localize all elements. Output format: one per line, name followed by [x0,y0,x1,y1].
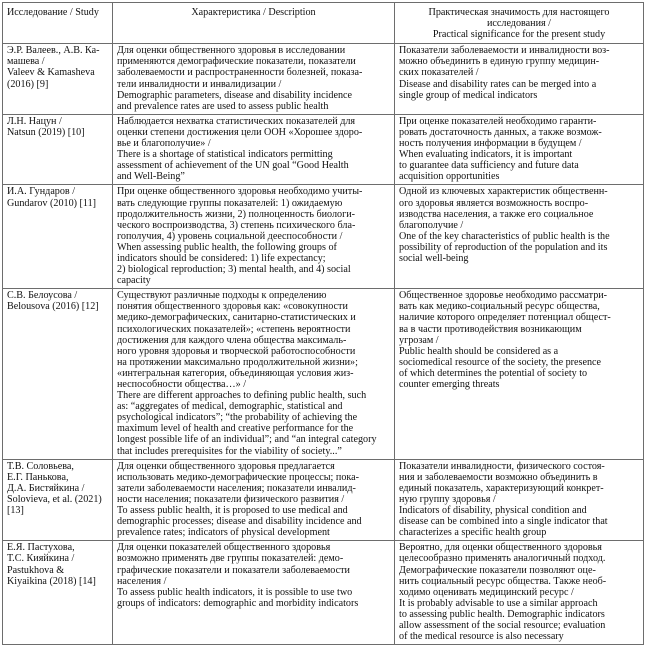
significance-cell: Одной из ключевых характеристик общественн- ого здоровья является возможность воспро- изводства населения, а также его социальное благополучие / One of the key characteristics of public health is the possibility of reproduction of the population and its social well-being [395,185,644,289]
significance-cell: Показатели инвалидности, физического состоя- ния и заболеваемости возможно объединить в единый показатель, характеризующий конкрет- ную группу здоровья / Indicators of disability, physical condition and disease can be combined into a single indicator that characterizes a specific health group [395,459,644,541]
description-cell: Для оценки общественного здоровья в исследовании применяются демографические показатели, показатели заболеваемости и распространенности болезней, показа- тели инвалидности и инвалидизации / Demographic parameters, disease and disability incidence and prevalence rates are used to assess public health [113,44,395,115]
study-cell: Т.В. Соловьева, Е.Г. Панькова, Д.А. Бистяйкина / Solovieva, et al. (2021) [13] [3,459,113,541]
table-row [3,44,644,115]
description-cell: При оценке общественного здоровья необходимо учиты- вать следующие группы показателей: 1) ожидаемую продолжительность жизни, 2) полноценность биологи- ческого воспроизводства, 3) степень психического бла- гополучия, 4) уровень социальной дееспособности / When assessing public health, the following groups of indicators should be considered: 1) life expectancy; 2) biological reproduction; 3) mental health, and 4) social capacity [113,185,395,289]
header-row [3,3,644,44]
header-significance: Практическая значимость для настоящего исследования / Practical significance for the present study [395,3,644,44]
table-body [3,44,644,645]
significance-cell: При оценке показателей необходимо гаранти- ровать достаточность данных, а также возмож- ность получения информации в будущем / When evaluating indicators, it is important to guarantee data sufficiency and future data acquisition opportunities [395,114,644,185]
header-study: Исследование / Study [3,3,113,44]
study-cell: Е.Я. Пастухова, Т.С. Кияйкина / Pastukhova & Kiyaikina (2018) [14] [3,541,113,645]
description-cell: Наблюдается нехватка статистических показателей для оценки степени достижения цели ООН «Хорошее здоро- вье и благополучие» / There is a shortage of statistical indicators permitting assessment of achievement of the UN goal “Good Health and Well-Being” [113,114,395,185]
table-row [3,459,644,541]
table-row [3,541,644,645]
study-cell: И.А. Гундаров / Gundarov (2010) [11] [3,185,113,289]
description-cell: Для оценки общественного здоровья предлагается использовать медико-демографические процессы; пока- затели заболеваемости населения; показатели инвалид- ности населения; показатели физического развития / To assess public health, it is proposed to use medical and demographic processes; disease and disability incidence and prevalence rates; indicators of physical development [113,459,395,541]
description-cell: Для оценки показателей общественного здоровья возможно применять две группы показателей: демо- графические показатели и показатели заболеваемости населения / To assess public health indicators, it is possible to use two groups of indicators: demographic and morbidity indicators [113,541,395,645]
literature-review-table [2,2,644,645]
header-description: Характеристика / Description [113,3,395,44]
significance-cell: Вероятно, для оценки общественного здоровья целесообразно применять аналогичный подход. Демографические показатели позволяют оце- нить социальный ресурс общества. Также необ- ходимо оценивать медицинский ресурс / It is probably advisable to use a similar approach to assessing public health. Demographic indicators allow assessment of the social resource; evaluation of the medical resource is also necessary [395,541,644,645]
study-cell: С.В. Белоусова / Belousova (2016) [12] [3,289,113,459]
study-cell: Э.Р. Валеев., А.В. Ка- машева / Valeev & Kamasheva (2016) [9] [3,44,113,115]
description-cell: Существуют различные подходы к определению понятия общественного здоровья как: «совокупности медико-демографических, санитарно-статистических и психологических показателей»; «степень вероятности достижения для каждого члена общества максималь- ного уровня здоровья и творческой работоспособности на протяжении максимально продолжительной жизни»; «интегральная категория, объединяющая условия жиз- неспособности общества…» / There are different approaches to defining public health, such as: “aggregates of medical, demographic, statistical and psychological indicators”; “the probability of achieving the maximum level of health and creative performance for the longest possible life of an individual”; and “an integral category that includes prerequisites for the viability of society...” [113,289,395,459]
table-row [3,114,644,185]
table-header [3,3,644,44]
significance-cell: Общественное здоровье необходимо рассматри- вать как медико-социальный ресурс общества, наличие которого определяет потенциал общест- ва в части противодействия возникающим угрозам / Public health should be considered as a sociomedical resource of the society, the presence of which determines the potential of society to counter emerging threats [395,289,644,459]
significance-cell: Показатели заболеваемости и инвалидности воз- можно объединить в единую группу медицин- ских показателей / Disease and disability rates can be merged into a single group of medical indicators [395,44,644,115]
study-cell: Л.Н. Нацун / Natsun (2019) [10] [3,114,113,185]
table-row [3,289,644,459]
table-row [3,185,644,289]
